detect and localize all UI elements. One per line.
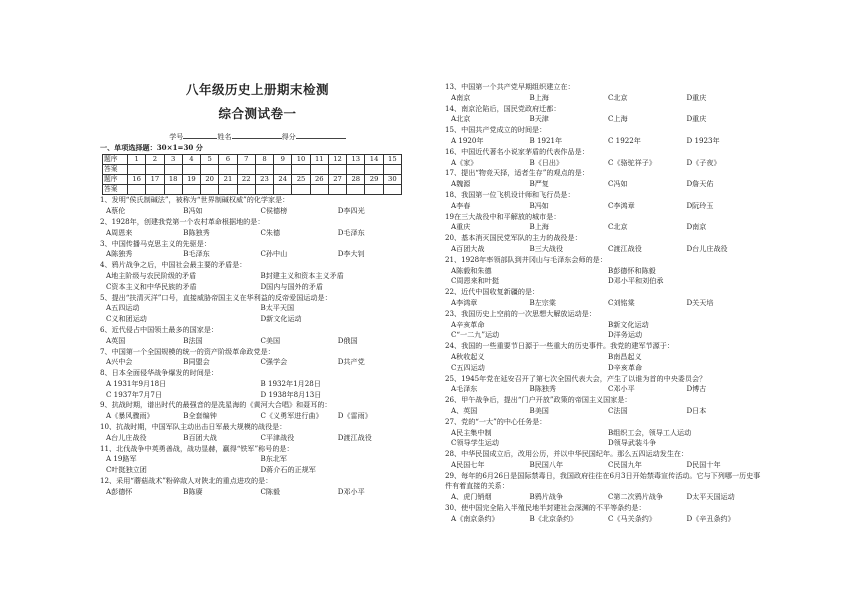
question-list-right: [445, 82, 765, 525]
answer-option[interactable]: A彭德怀: [106, 486, 133, 496]
answer-option[interactable]: D毛泽东: [337, 227, 365, 237]
question-number-cell: 20: [201, 174, 219, 184]
table-row-label: 题序: [103, 174, 128, 184]
answer-option[interactable]: A蔡伦: [106, 206, 126, 216]
answer-option[interactable]: C《骆驼祥子》: [608, 157, 656, 167]
answer-option[interactable]: C《马关条约》: [608, 513, 656, 523]
option-row: [445, 384, 765, 395]
question-number-cell: 26: [310, 174, 328, 184]
answer-option[interactable]: B东北军: [260, 454, 287, 464]
answer-option[interactable]: D《辛丑条约》: [686, 513, 735, 523]
answer-option[interactable]: D太平天国运动: [686, 492, 735, 502]
answer-option[interactable]: D关天培: [686, 297, 714, 307]
question-number-cell: 22: [237, 174, 255, 184]
answer-option[interactable]: A《家》: [451, 157, 478, 167]
answer-cell[interactable]: [128, 164, 146, 174]
question-list-left: [100, 195, 415, 497]
answer-option[interactable]: C五四运动: [451, 362, 485, 372]
answer-option[interactable]: D重庆: [686, 114, 707, 124]
answer-option[interactable]: C法国: [608, 405, 628, 415]
answer-option[interactable]: B陈独秀: [183, 227, 210, 237]
question-number-cell: 25: [292, 174, 310, 184]
answer-option[interactable]: A五四运动: [106, 303, 140, 313]
option-row: [100, 249, 415, 260]
answer-option[interactable]: D蒋介石的正规军: [260, 465, 316, 475]
question-text: 29、每年的6月26日是国际禁毒日，我国政府往往在6月3日开始禁毒宣传活动。它与下列哪一历史事件有着直接的关系：: [445, 470, 761, 491]
answer-option[interactable]: A毛泽东: [451, 384, 478, 394]
right-column: [445, 82, 765, 525]
answer-option[interactable]: D《雷雨》: [337, 411, 372, 421]
option-row: [100, 465, 415, 476]
answer-option[interactable]: A李春: [451, 200, 471, 210]
answer-option[interactable]: C侯德榜: [260, 206, 288, 216]
option-row: [445, 406, 765, 417]
question-number-cell: 13: [347, 154, 365, 164]
question-number-cell: 5: [201, 154, 219, 164]
answer-cell[interactable]: [365, 164, 383, 174]
page-subtitle: 综合测试卷一: [218, 106, 297, 121]
option-row: [100, 379, 415, 390]
answer-option[interactable]: A陈毅和朱德: [451, 265, 492, 275]
option-row: [445, 93, 765, 104]
table-row-label: 题序: [103, 154, 128, 164]
answer-option[interactable]: D领导武装斗争: [608, 438, 657, 448]
question-number-cell: 3: [164, 154, 182, 164]
question-number-cell: 2: [146, 154, 164, 164]
answer-option[interactable]: A英国: [106, 335, 126, 345]
answer-cell[interactable]: [255, 164, 273, 174]
answer-cell[interactable]: [237, 185, 255, 195]
answer-option[interactable]: A民主集中制: [451, 427, 492, 437]
answer-option[interactable]: A南京: [451, 92, 471, 102]
answer-option[interactable]: C刘铭棠: [608, 297, 635, 307]
answer-option[interactable]: B《日出》: [529, 157, 564, 167]
answer-option[interactable]: B封建主义和资本主义矛盾: [260, 270, 344, 280]
answer-option[interactable]: D辛亥革命: [608, 362, 643, 372]
answer-cell[interactable]: [383, 185, 401, 195]
answer-option[interactable]: C北京: [608, 222, 628, 232]
answer-cell[interactable]: [347, 185, 365, 195]
option-row: [100, 357, 415, 368]
option-row: [445, 320, 765, 331]
option-row: [100, 282, 415, 293]
answer-option[interactable]: D阮玲玉: [686, 200, 714, 210]
answer-option[interactable]: A周恩来: [106, 227, 133, 237]
question-text: 6、近代侵占中国领土最多的国家是：: [100, 324, 219, 334]
question-text: 26、甲午战争后，提出“门户开放”政策的帝国主义国家是：: [445, 395, 632, 405]
question-text: 12、采用“蘑菇战术”粉碎敌人对陕北的重点进攻的是：: [100, 476, 273, 486]
question-number-cell: 6: [219, 154, 237, 164]
answer-cell[interactable]: [219, 164, 237, 174]
answer-option[interactable]: D南京: [686, 222, 707, 232]
question-number-cell: 28: [347, 174, 365, 184]
answer-option[interactable]: C渡江战役: [608, 243, 642, 253]
question-number-cell: 19: [182, 174, 200, 184]
question-text: 17、提出“物竞天择，适者生存”的观点的是：: [445, 168, 589, 178]
answer-cell[interactable]: [237, 164, 255, 174]
option-row: [100, 454, 415, 465]
answer-option[interactable]: B冯如: [529, 200, 549, 210]
answer-option[interactable]: D渡江战役: [337, 432, 372, 442]
answer-option[interactable]: C 1922年: [608, 135, 641, 145]
answer-option[interactable]: B 1932年1月28日: [260, 378, 321, 388]
answer-cell[interactable]: [128, 185, 146, 195]
question-number-cell: 12: [328, 154, 346, 164]
question-number-cell: 23: [255, 174, 273, 184]
answer-option[interactable]: D俄国: [337, 335, 358, 345]
question-text: 4、鸦片战争之后，中国社会最主要的矛盾是：: [100, 260, 247, 270]
question-number-cell: 1: [128, 154, 146, 164]
answer-option[interactable]: B上海: [529, 222, 549, 232]
answer-option[interactable]: C叶挺独立团: [106, 465, 147, 475]
answer-option[interactable]: C第二次鸦片战争: [608, 492, 664, 502]
section-heading: 一、单项选择题：30×1=30 分: [100, 142, 203, 152]
question-number-cell: 21: [219, 174, 237, 184]
answer-option[interactable]: B 1921年: [529, 135, 563, 145]
answer-option[interactable]: D 1923年: [686, 135, 720, 145]
answer-option[interactable]: B三大战役: [529, 243, 564, 253]
option-row: [445, 158, 765, 169]
answer-option[interactable]: B左宗棠: [529, 297, 556, 307]
question-text: 27、党的“一大”的中心任务是：: [445, 416, 547, 426]
question-number-cell: 29: [365, 174, 383, 184]
answer-option[interactable]: C冯如: [608, 179, 628, 189]
option-row: [100, 390, 415, 401]
answer-option[interactable]: D《子夜》: [686, 157, 721, 167]
student-no-label: 学号: [169, 132, 184, 141]
question-text: 14、南京沦陷后，国民党政府迁都：: [445, 103, 561, 113]
answer-option[interactable]: B陈独秀: [529, 384, 556, 394]
answer-cell[interactable]: [274, 185, 292, 195]
answer-option[interactable]: C上海: [608, 114, 628, 124]
option-row: [445, 514, 765, 525]
answer-option[interactable]: C朱德: [260, 227, 281, 237]
answer-option[interactable]: B同盟会: [183, 357, 210, 367]
option-row: [445, 266, 765, 277]
score-label: 得分: [281, 132, 296, 141]
answer-option[interactable]: D博古: [686, 384, 707, 394]
answer-cell[interactable]: [164, 164, 182, 174]
answer-option[interactable]: B陈赓: [183, 486, 203, 496]
question-number-cell: 27: [328, 174, 346, 184]
question-text: 10、抗战时期，中国军队主动出击日军最大规模的战役是：: [100, 422, 287, 432]
answer-option[interactable]: A魏源: [451, 179, 471, 189]
question-number-cell: 24: [274, 174, 292, 184]
answer-option[interactable]: A、英国: [451, 405, 478, 415]
answer-option[interactable]: C强学会: [260, 357, 288, 367]
score-blank[interactable]: [296, 130, 346, 139]
question-text: 9、抗战时期，谱出时代的最强音的是冼星海的《黄河大合唱》和聂耳的：: [100, 400, 332, 410]
answer-option[interactable]: C 1937年7月7日: [106, 389, 163, 399]
answer-option[interactable]: B冯如: [183, 206, 203, 216]
question-text: 13、中国第一个共产党早期组织建立在：: [445, 82, 575, 91]
answer-cell[interactable]: [146, 185, 164, 195]
answer-option[interactable]: B天津: [529, 114, 549, 124]
table-row-label: 答案: [103, 164, 128, 174]
answer-option[interactable]: B彭德怀和陈毅: [608, 265, 656, 275]
answer-option[interactable]: B百团大战: [183, 432, 217, 442]
option-row: [100, 314, 415, 325]
question-text: 28、中华民国成立后，改用公历，并以中华民国纪年。那么五四运动发生在：: [445, 449, 689, 459]
answer-cell[interactable]: [292, 185, 310, 195]
question-number-cell: 30: [383, 174, 401, 184]
question-text: 15、中国共产党成立的时间是：: [445, 125, 547, 135]
option-row: [100, 228, 415, 239]
answer-option[interactable]: A陈独秀: [106, 249, 133, 259]
name-blank[interactable]: [232, 130, 282, 139]
answer-option[interactable]: D台儿庄战役: [686, 243, 728, 253]
question-number-cell: 10: [292, 154, 310, 164]
question-text: 18、我国第一位飞机设计师和飞行员是：: [445, 189, 575, 199]
answer-option[interactable]: C“一二九”运动: [451, 330, 500, 340]
answer-option[interactable]: A、虎门销烟: [451, 492, 492, 502]
answer-cell[interactable]: [328, 164, 346, 174]
option-row: [445, 222, 765, 233]
answer-cell[interactable]: [292, 164, 310, 174]
answer-option[interactable]: D日本: [686, 405, 707, 415]
question-text: 30、使中国完全陷入半殖民地半封建社会深渊的不平等条约是：: [445, 503, 646, 513]
question-text: 21、1928年率领部队到井冈山与毛泽东会师的是：: [445, 254, 607, 264]
option-row: [445, 136, 765, 147]
answer-option[interactable]: A 19路军: [106, 454, 137, 464]
answer-cell[interactable]: [201, 185, 219, 195]
option-row: [100, 303, 415, 314]
answer-option[interactable]: A辛亥革命: [451, 319, 485, 329]
answer-option[interactable]: D詹天佑: [686, 179, 714, 189]
option-row: [445, 114, 765, 125]
answer-option[interactable]: C义和团运动: [106, 314, 147, 324]
left-column: [100, 82, 415, 498]
answer-cell[interactable]: [347, 164, 365, 174]
question-number-cell: 11: [310, 154, 328, 164]
option-row: [100, 487, 415, 498]
answer-option[interactable]: A《南京条约》: [451, 513, 499, 523]
answer-option[interactable]: D邓小平: [337, 486, 365, 496]
answer-option[interactable]: B美国: [529, 405, 549, 415]
answer-cell[interactable]: [310, 185, 328, 195]
question-text: 22、近代中国收复新疆的是：: [445, 287, 540, 297]
name-label: 姓名: [217, 132, 232, 141]
question-text: 19在三大战役中和平解放的城市是：: [445, 211, 561, 221]
answer-option[interactable]: A北京: [451, 114, 471, 124]
answer-cell[interactable]: [274, 164, 292, 174]
question-text: 3、中国传播马克思主义的先驱是：: [100, 238, 211, 248]
question-text: 11、北伐战争中英勇善战，战功显赫，赢得“铁军”称号的是：: [100, 443, 294, 453]
option-row: [100, 411, 415, 422]
answer-cell[interactable]: [182, 164, 200, 174]
question-number-cell: 16: [128, 174, 146, 184]
answer-option[interactable]: A《暴风骤雨》: [106, 411, 154, 421]
answer-option[interactable]: C美国: [260, 335, 281, 345]
answer-option[interactable]: D 1938年8月13日: [260, 389, 322, 399]
question-text: 7、中国第一个全国规模的统一的资产阶级革命政党是：: [100, 346, 275, 356]
answer-option[interactable]: C北京: [608, 92, 628, 102]
answer-option[interactable]: A民国七年: [451, 459, 485, 469]
answer-option[interactable]: B法国: [183, 335, 203, 345]
answer-cell[interactable]: [182, 185, 200, 195]
answer-cell[interactable]: [146, 164, 164, 174]
answer-option[interactable]: B太平天国: [260, 303, 295, 313]
answer-cell[interactable]: [328, 185, 346, 195]
answer-option[interactable]: C周恩来和叶挺: [451, 276, 499, 286]
option-row: [445, 179, 765, 190]
answer-option[interactable]: C孙中山: [260, 249, 288, 259]
question-text: 8、日本全面侵华战争爆发的时间是：: [100, 368, 219, 378]
question-number-cell: 4: [182, 154, 200, 164]
option-row: [445, 201, 765, 212]
option-row: [445, 438, 765, 449]
answer-option[interactable]: D洋务运动: [608, 330, 643, 340]
answer-option[interactable]: C《义勇军进行曲》: [260, 411, 323, 421]
option-row: [445, 428, 765, 439]
question-number-cell: 7: [237, 154, 255, 164]
answer-option[interactable]: B全套编钟: [183, 411, 217, 421]
answer-option[interactable]: D国内与国外的矛盾: [260, 281, 323, 291]
answer-cell[interactable]: [310, 164, 328, 174]
question-number-cell: 9: [274, 154, 292, 164]
answer-option[interactable]: D新文化运动: [260, 314, 302, 324]
answer-option[interactable]: D李四光: [337, 206, 365, 216]
answer-cell[interactable]: [255, 185, 273, 195]
answer-option[interactable]: B新文化运动: [608, 319, 649, 329]
answer-option[interactable]: A重庆: [451, 222, 471, 232]
answer-table: [102, 154, 402, 196]
answer-option[interactable]: A地主阶级与农民阶级的矛盾: [106, 270, 197, 280]
answer-option[interactable]: B上海: [529, 92, 549, 102]
option-row: [100, 271, 415, 282]
answer-option[interactable]: B鸦片战争: [529, 492, 564, 502]
answer-option[interactable]: A 1920年: [451, 135, 484, 145]
answer-option[interactable]: A台儿庄战役: [106, 432, 147, 442]
question-text: 25、1945年党在延安召开了第七次全国代表大会，产生了以谁为首的中央委员会？: [445, 373, 707, 383]
option-row: [100, 206, 415, 217]
answer-option[interactable]: C民国九年: [608, 459, 642, 469]
answer-cell[interactable]: [201, 164, 219, 174]
question-text: 1、发明“侯氏制碱法”，被称为“世界制碱权威”的化学家是：: [100, 195, 290, 205]
option-row: [445, 363, 765, 374]
option-row: [100, 433, 415, 444]
option-row: [445, 298, 765, 309]
question-number-cell: 8: [255, 154, 273, 164]
table-row-label: 答案: [103, 185, 128, 195]
option-row: [445, 492, 765, 503]
student-info-line: [100, 130, 415, 143]
answer-option[interactable]: A秋收起义: [451, 351, 485, 361]
answer-option[interactable]: C邓小平: [608, 384, 635, 394]
answer-option[interactable]: A 1931年9月18日: [106, 378, 167, 388]
answer-option[interactable]: D共产党: [337, 357, 365, 367]
question-text: 24、我国的一些重要节日源于一些重大的历史事件。我党的建军节源于：: [445, 341, 674, 351]
answer-option[interactable]: D李大钊: [337, 249, 365, 259]
question-number-cell: 14: [365, 154, 383, 164]
student-no-blank[interactable]: [183, 130, 217, 139]
answer-option[interactable]: B民国八年: [529, 459, 564, 469]
option-row: [445, 352, 765, 363]
answer-cell[interactable]: [219, 185, 237, 195]
answer-option[interactable]: B《北京条约》: [529, 513, 578, 523]
question-text: 23、我国历史上空前的一次思想大解放运动是：: [445, 308, 596, 318]
page-title: 八年级历史上册期末检测: [185, 82, 329, 97]
question-text: 2、1928年，创建我党第一个农村革命根据地的是：: [100, 216, 265, 226]
answer-option[interactable]: C资本主义和中华民族的矛盾: [106, 281, 197, 291]
answer-option[interactable]: D重庆: [686, 92, 707, 102]
answer-option[interactable]: A李鸿章: [451, 297, 478, 307]
option-row: [100, 336, 415, 347]
answer-cell[interactable]: [383, 164, 401, 174]
answer-option[interactable]: C平津战役: [260, 432, 295, 442]
question-text: 16、中国近代著名小说家茅盾的代表作品是：: [445, 146, 589, 156]
answer-option[interactable]: C领导学生运动: [451, 438, 499, 448]
answer-option[interactable]: D邓小平和刘伯承: [608, 276, 664, 286]
answer-option[interactable]: A百团大战: [451, 243, 485, 253]
answer-cell[interactable]: [365, 185, 383, 195]
option-row: [445, 460, 765, 471]
answer-option[interactable]: A兴中会: [106, 357, 133, 367]
answer-option[interactable]: C李鸿章: [608, 200, 635, 210]
option-row: [445, 276, 765, 287]
question-text: 5、提出“扶清灭洋”口号，直接威胁帝国主义在华利益的反帝爱国运动是：: [100, 292, 332, 302]
answer-option[interactable]: D民国十年: [686, 459, 721, 469]
question-number-cell: 15: [383, 154, 401, 164]
question-number-cell: 17: [146, 174, 164, 184]
answer-option[interactable]: B组织工会，领导工人运动: [608, 427, 692, 437]
answer-option[interactable]: C陈毅: [260, 486, 281, 496]
answer-option[interactable]: B毛泽东: [183, 249, 210, 259]
answer-option[interactable]: B严复: [529, 179, 549, 189]
option-row: [445, 330, 765, 341]
answer-cell[interactable]: [164, 185, 182, 195]
question-text: 20、基本消灭国民党军队的主力的战役是：: [445, 233, 582, 243]
option-row: [445, 244, 765, 255]
answer-option[interactable]: B南昌起义: [608, 351, 642, 361]
question-number-cell: 18: [164, 174, 182, 184]
